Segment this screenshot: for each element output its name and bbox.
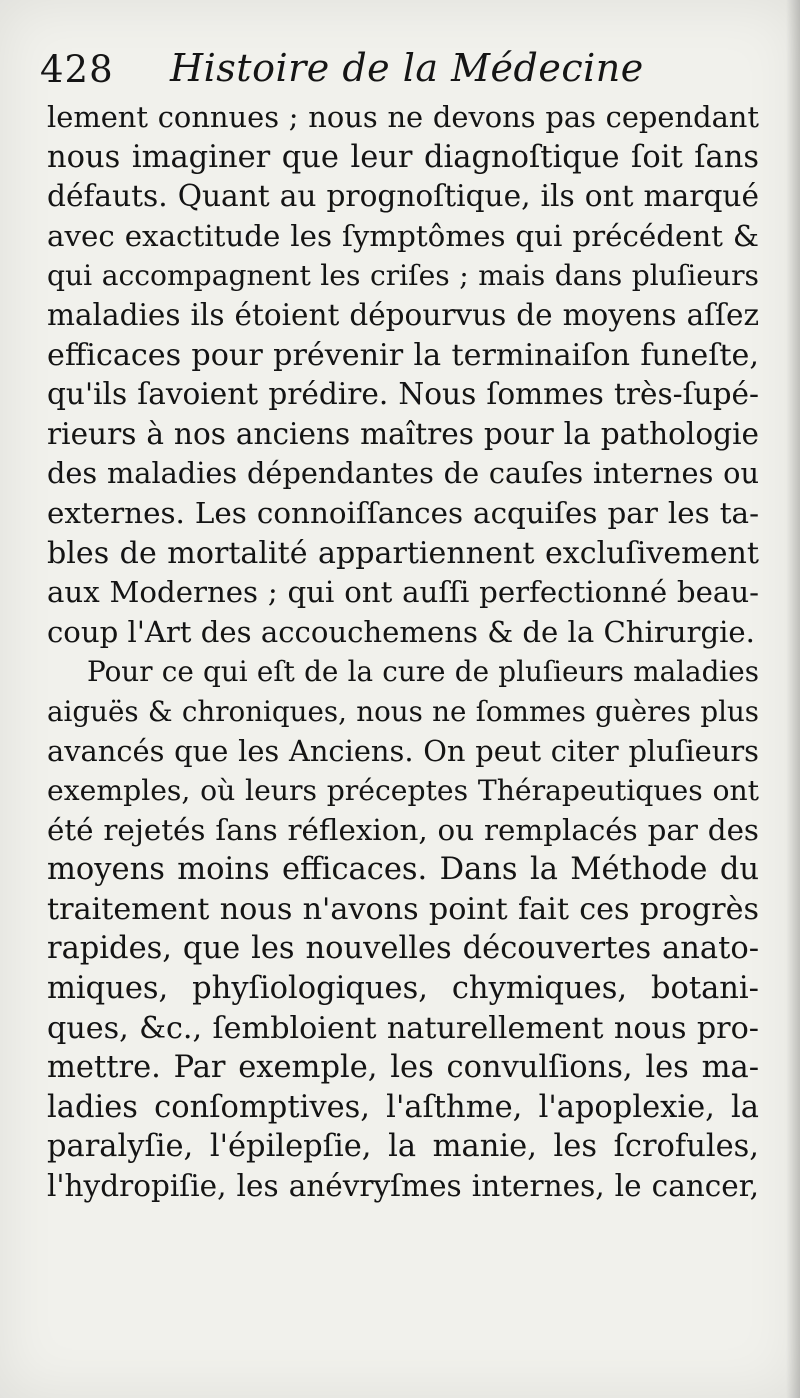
text-line: exemples, où leurs préceptes Thérapeutiques ont xyxy=(47,774,759,808)
text-line: ques, &c., ſembloient naturellement nous pro- xyxy=(47,1010,759,1046)
text-line: aiguës & chroniques, nous ne ſommes guères plus xyxy=(47,694,759,728)
text-line: moyens moins efficaces. Dans la Méthode du xyxy=(47,852,759,888)
text-line: bles de mortalité appartiennent excluſivement xyxy=(47,535,759,571)
text-line: rapides, que les nouvelles découvertes anato- xyxy=(47,931,759,967)
text-line: ladies conſomptives, l'aſthme, l'apoplexie, la xyxy=(47,1089,759,1125)
text-line: paralyſie, l'épilepſie, la manie, les ſcrofules, xyxy=(47,1129,759,1165)
text-line: nous imaginer que leur diagnoſtique ſoit ſans xyxy=(47,139,759,175)
body-text xyxy=(47,98,759,1207)
text-line: aux Modernes ; qui ont auſſi perfectionné beau- xyxy=(47,575,759,610)
text-line: des maladies dépendantes de cauſes internes ou xyxy=(47,456,759,491)
paragraph-start-line: Pour ce qui eſt de la cure de pluſieurs maladies xyxy=(87,655,759,689)
page-number: 428 xyxy=(40,48,114,91)
text-line: rieurs à nos anciens maîtres pour la pathologie xyxy=(47,416,759,451)
text-line: défauts. Quant au prognoſtique, ils ont marqué xyxy=(47,179,759,214)
text-line: efficaces pour prévenir la terminaiſon funeſte, xyxy=(47,337,759,373)
paragraph-end-line: coup l'Art des accouchemens & de la Chirurgie. xyxy=(47,614,755,649)
text-line: lement connues ; nous ne devons pas cependant xyxy=(47,100,759,134)
text-line: été rejetés ſans réflexion, ou remplacés par des xyxy=(47,812,759,847)
text-line: qu'ils ſavoient prédire. Nous ſommes très-ſupé- xyxy=(47,377,759,412)
text-line: miques, phyſiologiques, chymiques, botani- xyxy=(47,971,759,1007)
text-line: l'hydropiſie, les anévryſmes internes, le cancer, xyxy=(47,1169,759,1204)
text-line: traitement nous n'avons point fait ces progrès xyxy=(47,891,759,927)
text-line: mettre. Par exemple, les convulſions, les ma- xyxy=(47,1050,759,1086)
text-line: qui accompagnent les criſes ; mais dans pluſieurs xyxy=(47,259,759,293)
running-title: Histoire de la Médecine xyxy=(170,46,644,90)
text-line: avancés que les Anciens. On peut citer pluſieurs xyxy=(47,733,759,768)
text-line: avec exactitude les ſymptômes qui précédent & xyxy=(47,218,759,253)
text-line: maladies ils étoient dépourvus de moyens aſſez xyxy=(47,297,759,332)
page-header xyxy=(40,42,760,102)
text-line: externes. Les connoiſſances acquiſes par les ta- xyxy=(47,495,759,530)
